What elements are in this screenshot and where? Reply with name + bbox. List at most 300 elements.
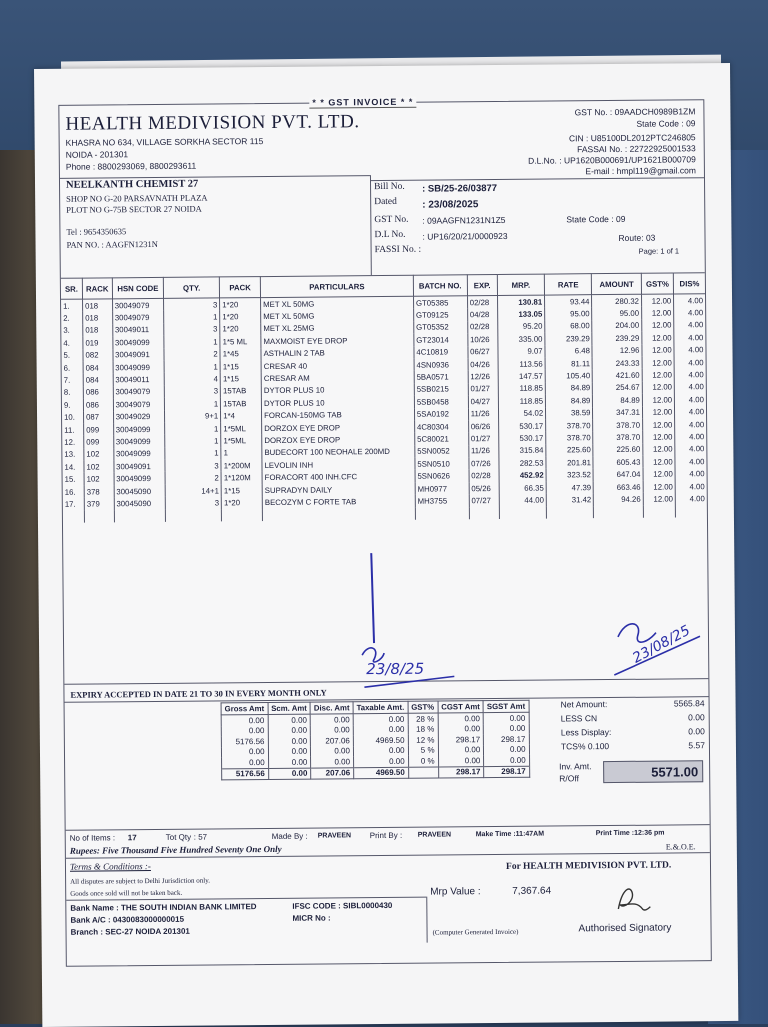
cell-batch: 5C80021 bbox=[415, 433, 469, 446]
cell-rate: 6.48 bbox=[545, 345, 592, 358]
cell-pack: 1*15 bbox=[220, 372, 261, 385]
for-company: For HEALTH MEDIVISION PVT. LTD. bbox=[505, 860, 672, 872]
cell-qty: 3 bbox=[166, 497, 222, 510]
tax-summary-table bbox=[221, 700, 530, 781]
invoice-title: * * GST INVOICE * * bbox=[309, 97, 416, 109]
cell-gst: 12.00 bbox=[643, 480, 675, 493]
company-address-2: NOIDA - 201301 bbox=[65, 149, 129, 160]
tot-qty: : 57 bbox=[193, 832, 208, 842]
cell-pack: 1*5ML bbox=[221, 422, 262, 435]
tax-col-header: Scm. Amt bbox=[268, 702, 311, 714]
cell-mrp: 133.05 bbox=[497, 308, 544, 321]
cell-sr: 16. bbox=[63, 485, 85, 498]
cell-dis: 4.00 bbox=[688, 419, 705, 429]
divider bbox=[60, 175, 370, 179]
tax-cell: 0.00 bbox=[268, 746, 311, 757]
cell-batch: 5SN0510 bbox=[415, 457, 469, 470]
filler-cell bbox=[166, 509, 222, 522]
eoe: E.&.O.E. bbox=[665, 842, 696, 852]
tax-cell: 0.00 bbox=[311, 725, 354, 736]
invoice-document bbox=[58, 96, 711, 967]
cell-rack: 084 bbox=[83, 361, 113, 374]
tax-total-cell bbox=[408, 767, 438, 779]
cell-pack: 1*5ML bbox=[221, 434, 262, 447]
cell-rate: 105.40 bbox=[545, 370, 592, 383]
cell-sr: 11. bbox=[62, 424, 84, 437]
summary-label: LESS CN bbox=[560, 713, 598, 724]
inv-amt-label: Inv. Amt. bbox=[559, 761, 592, 772]
cell-batch: 4C80304 bbox=[414, 420, 468, 433]
cell-mrp: 113.56 bbox=[498, 358, 545, 371]
company-cin: CIN : U85100DL2012PTC246805 bbox=[568, 132, 696, 144]
cell-hsn: 30049079 bbox=[113, 386, 165, 399]
cell-mrp: 452.92 bbox=[499, 469, 546, 482]
buyer-dl: : UP16/20/21/0000923 bbox=[422, 230, 508, 242]
cell-hsn: 30049011 bbox=[113, 373, 165, 386]
cell-gst: 12.00 bbox=[643, 468, 675, 481]
cell-pack: 1*15 bbox=[221, 484, 262, 497]
tax-cell: 298.17 bbox=[484, 734, 529, 745]
summary-value: 5.57 bbox=[688, 740, 705, 751]
cell-gst: 12.00 bbox=[642, 406, 674, 419]
cell-particulars: MET XL 50MG bbox=[261, 309, 414, 323]
disputes-note: All disputes are subject to Delhi Jurisdiction only. bbox=[70, 876, 211, 886]
cell-rate: 323.52 bbox=[546, 469, 593, 482]
buyer-gst-label: GST No. bbox=[374, 214, 409, 226]
filler-cell bbox=[262, 507, 415, 521]
col-header-particulars: PARTICULARS bbox=[260, 275, 413, 297]
cell-exp: 04/26 bbox=[468, 358, 498, 371]
cell-amount: 280.32 bbox=[592, 294, 642, 307]
col-header-sr: SR. bbox=[61, 278, 83, 299]
summary-row bbox=[557, 740, 709, 755]
buyer-address-2: PLOT NO G-75B SECTOR 27 NOIDA bbox=[66, 203, 202, 215]
summary-label: Less Display: bbox=[560, 727, 612, 738]
cell-rate: 68.00 bbox=[545, 320, 592, 333]
roff-label: R/Off bbox=[559, 773, 579, 784]
cell-sr: 3. bbox=[61, 324, 83, 337]
cell-qty: 1 bbox=[164, 311, 220, 324]
amount-in-words: Rupees: Five Thousand Five Hundred Seventy One Only bbox=[69, 843, 282, 856]
filler-cell bbox=[415, 507, 469, 520]
cell-rate: 225.60 bbox=[546, 444, 593, 457]
col-header-batch: BATCH NO. bbox=[413, 275, 467, 296]
buyer-address-1: SHOP NO G-20 PARSAVNATH PLAZA bbox=[66, 192, 208, 204]
cell-exp: 07/27 bbox=[469, 494, 499, 507]
filler-cell bbox=[222, 509, 263, 522]
cell-dis: 4.00 bbox=[688, 357, 704, 367]
cell-dis: 4.00 bbox=[688, 382, 704, 392]
buyer-pan: PAN NO. : AAGFN1231N bbox=[66, 238, 158, 250]
cell-rack: 082 bbox=[83, 349, 113, 362]
cell-rack: 087 bbox=[84, 411, 114, 424]
cell-sr: 5. bbox=[61, 349, 83, 362]
cell-qty: 14+1 bbox=[165, 484, 221, 497]
summary-label: Net Amount: bbox=[560, 699, 608, 710]
tax-cell: 0.00 bbox=[221, 726, 268, 737]
company-fassai: FASSAI No. : 22722925001533 bbox=[577, 143, 696, 155]
dated: : 23/08/2025 bbox=[422, 199, 479, 211]
cell-particulars: ASTHALIN 2 TAB bbox=[261, 346, 414, 360]
micr: MICR No : bbox=[292, 913, 331, 923]
cell-rate: 31.42 bbox=[546, 493, 593, 506]
company-phone: Phone : 8800293069, 8800293611 bbox=[65, 160, 197, 172]
page-number: Page: 1 of 1 bbox=[638, 246, 680, 256]
tax-cell: 5176.56 bbox=[221, 736, 268, 747]
cell-hsn: 30045090 bbox=[114, 485, 166, 498]
items-table bbox=[61, 272, 707, 523]
cell-sr: 9. bbox=[62, 399, 84, 412]
cell-particulars: SUPRADYN DAILY bbox=[262, 483, 415, 497]
cell-pack: 15TAB bbox=[221, 397, 262, 410]
print-time: Print Time :12:36 pm bbox=[595, 829, 665, 838]
cell-dis: 4.00 bbox=[688, 370, 704, 380]
cell-rack: 086 bbox=[83, 386, 113, 399]
tax-total-cell: 4969.50 bbox=[354, 767, 409, 779]
tax-cell: 28 % bbox=[408, 713, 438, 724]
cell-dis: 4.00 bbox=[688, 395, 704, 405]
cell-pack: 15TAB bbox=[220, 385, 261, 398]
items-body bbox=[61, 294, 707, 523]
cell-hsn: 30049099 bbox=[113, 423, 165, 436]
filler-cell bbox=[63, 510, 85, 523]
company-gst: GST No. : 09AADCH0989B1ZM bbox=[574, 106, 696, 118]
cell-mrp: 44.00 bbox=[499, 494, 546, 507]
cell-sr: 6. bbox=[62, 362, 84, 375]
cell-qty: 1 bbox=[165, 435, 221, 448]
tax-cell: 4969.50 bbox=[353, 735, 408, 746]
cell-amount: 204.00 bbox=[592, 320, 642, 333]
cell-pack: 1*20 bbox=[221, 496, 262, 509]
cell-mrp: 282.53 bbox=[499, 457, 546, 470]
cell-dis: 4.00 bbox=[687, 295, 704, 306]
cell-rate: 47.39 bbox=[546, 481, 593, 494]
cell-gst: 12.00 bbox=[642, 344, 674, 357]
cell-gst: 12.00 bbox=[642, 332, 674, 345]
cell-amount: 347.31 bbox=[593, 406, 643, 419]
cell-amount: 225.60 bbox=[593, 443, 643, 456]
cell-rate: 378.70 bbox=[546, 419, 593, 432]
cell-amount: 647.04 bbox=[593, 468, 643, 481]
cell-gst: 12.00 bbox=[643, 418, 675, 431]
cell-particulars: MET XL 25MG bbox=[261, 322, 414, 336]
cell-particulars: DORZOX EYE DROP bbox=[262, 433, 415, 447]
cell-gst: 12.00 bbox=[643, 443, 675, 456]
bank-name: Bank Name : THE SOUTH INDIAN BANK LIMITED bbox=[70, 902, 257, 913]
cell-mrp: 530.17 bbox=[498, 419, 545, 432]
terms-heading: Terms & Conditions :- bbox=[69, 861, 151, 872]
tax-cell: 0.00 bbox=[438, 713, 484, 724]
cell-rate: 201.81 bbox=[546, 456, 593, 469]
cell-exp: 05/26 bbox=[469, 482, 499, 495]
fassi-label: FASSI No. : bbox=[374, 244, 422, 256]
tax-cell: 18 % bbox=[408, 724, 438, 735]
cell-hsn: 30049099 bbox=[112, 336, 164, 349]
cell-exp: 02/28 bbox=[469, 469, 499, 482]
cell-amount: 243.33 bbox=[592, 357, 642, 370]
tax-col-header: Gross Amt bbox=[221, 703, 268, 715]
cell-rate: 38.59 bbox=[546, 407, 593, 420]
cell-sr: 15. bbox=[63, 473, 85, 486]
cell-hsn: 30049079 bbox=[112, 311, 164, 324]
cell-hsn: 30045090 bbox=[114, 497, 166, 510]
filler-cell bbox=[594, 505, 644, 518]
make-time: Make Time :11:47AM bbox=[475, 830, 545, 839]
cell-exp: 11/26 bbox=[468, 445, 498, 458]
cell-hsn: 30049079 bbox=[112, 298, 164, 311]
tax-cell: 0.00 bbox=[353, 713, 408, 724]
cell-rack: 102 bbox=[84, 460, 114, 473]
cell-batch: 4C10819 bbox=[414, 346, 468, 359]
tax-cell: 0.00 bbox=[268, 736, 311, 747]
cell-rack: 099 bbox=[84, 436, 114, 449]
computer-generated-note: (Computer Generated Invoice) bbox=[432, 927, 519, 937]
cell-dis: 4.00 bbox=[688, 320, 704, 330]
cell-pack: 1 bbox=[221, 447, 262, 460]
expiry-note: EXPIRY ACCEPTED IN DATE 21 TO 30 IN EVERY MONTH ONLY bbox=[70, 687, 327, 700]
print-by-label: Print By : bbox=[369, 830, 403, 841]
tax-cell: 0.00 bbox=[353, 724, 408, 735]
cell-rate: 81.11 bbox=[545, 357, 592, 370]
cell-dis: 4.00 bbox=[689, 481, 705, 491]
cell-gst: 12.00 bbox=[643, 456, 675, 469]
mrp-value: 7,367.64 bbox=[512, 885, 552, 897]
cell-mrp: 315.84 bbox=[499, 444, 546, 457]
tax-cell: 0.00 bbox=[311, 746, 354, 757]
summary-label: TCS% 0.100 bbox=[560, 741, 610, 752]
cell-mrp: 147.57 bbox=[498, 370, 545, 383]
made-by-label: Made By : bbox=[271, 831, 308, 841]
cell-qty: 1 bbox=[165, 398, 221, 411]
cell-rack: 378 bbox=[84, 485, 114, 498]
cell-sr: 14. bbox=[62, 461, 84, 474]
cell-particulars: DYTOR PLUS 10 bbox=[261, 396, 414, 410]
cell-sr: 1. bbox=[61, 299, 83, 312]
cell-particulars: MAXMOIST EYE DROP bbox=[261, 334, 414, 348]
cell-qty: 3 bbox=[164, 298, 220, 311]
cell-sr: 17. bbox=[63, 498, 85, 511]
cell-rate: 95.00 bbox=[545, 308, 592, 321]
cell-particulars: CRESAR 40 bbox=[261, 359, 414, 373]
cell-pack: 1*200M bbox=[221, 459, 262, 472]
cell-hsn: 30049099 bbox=[113, 448, 165, 461]
tax-total-cell: 5176.56 bbox=[222, 768, 269, 780]
cell-qty: 9+1 bbox=[165, 410, 221, 423]
cell-qty: 2 bbox=[165, 472, 221, 485]
goods-note: Goods once sold will not be taken back. bbox=[70, 888, 183, 898]
cell-hsn: 30049011 bbox=[112, 324, 164, 337]
filler-cell bbox=[114, 510, 166, 523]
tax-total-cell: 298.17 bbox=[438, 766, 484, 778]
summary-row bbox=[557, 726, 709, 741]
cell-batch: GT05385 bbox=[413, 296, 467, 309]
cell-qty: 1 bbox=[165, 447, 221, 460]
cell-particulars: FORCAN-150MG TAB bbox=[262, 408, 415, 422]
print-by: PRAVEEN bbox=[417, 831, 452, 839]
tax-col-header: Disc. Amt bbox=[310, 702, 353, 714]
handwritten-date-left: 23/8/25 bbox=[366, 659, 425, 679]
items-label: No of Items : bbox=[69, 833, 116, 843]
amount-summary bbox=[557, 698, 709, 755]
ifsc: IFSC CODE : SIBL0000430 bbox=[292, 900, 393, 911]
divider bbox=[370, 177, 704, 181]
cell-hsn: 30049091 bbox=[113, 348, 165, 361]
authorised-signatory: Authorised Signatory bbox=[578, 922, 672, 935]
invoice-paper bbox=[34, 63, 738, 1027]
cell-particulars: BECOZYM C FORTE TAB bbox=[262, 495, 415, 509]
cell-exp: 01/27 bbox=[468, 432, 498, 445]
cell-mrp: 118.85 bbox=[498, 395, 545, 408]
tax-total-cell: 207.06 bbox=[311, 767, 354, 779]
tot-qty-label: Tot Qty bbox=[165, 832, 192, 842]
cell-exp: 12/26 bbox=[468, 370, 498, 383]
bank-account: Bank A/C : 0430083000000015 bbox=[70, 914, 185, 925]
cell-batch: 5BA0571 bbox=[414, 371, 468, 384]
bank-branch: Branch : SEC-27 NOIDA 201301 bbox=[70, 926, 190, 937]
cell-rack: 099 bbox=[84, 423, 114, 436]
cell-sr: 10. bbox=[62, 411, 84, 424]
tax-cell: 0.00 bbox=[438, 724, 484, 735]
cell-batch: MH0977 bbox=[415, 482, 469, 495]
tax-cell: 298.17 bbox=[438, 734, 484, 745]
buyer-gst: : 09AAGFN1231N1Z5 bbox=[422, 214, 506, 226]
cell-mrp: 95.20 bbox=[498, 320, 545, 333]
filler-cell bbox=[469, 507, 499, 520]
cell-hsn: 30049099 bbox=[113, 435, 165, 448]
cell-exp: 06/27 bbox=[468, 346, 498, 359]
cell-rack: 379 bbox=[84, 498, 114, 511]
tax-cell: 0.00 bbox=[353, 756, 408, 767]
cell-amount: 663.46 bbox=[594, 481, 644, 494]
cell-sr: 2. bbox=[61, 312, 83, 325]
tax-col-header: Taxable Amt. bbox=[353, 701, 408, 713]
tax-total-row bbox=[222, 766, 530, 780]
summary-row bbox=[557, 712, 709, 727]
cell-amount: 84.89 bbox=[593, 394, 643, 407]
cell-hsn: 30049091 bbox=[114, 460, 166, 473]
filler-cell bbox=[84, 510, 114, 523]
cell-pack: 1*20 bbox=[220, 298, 261, 311]
tax-cell: 0.00 bbox=[353, 745, 408, 756]
cell-gst: 12.00 bbox=[643, 493, 675, 506]
tax-cell: 0.00 bbox=[483, 712, 528, 723]
col-header-qty: QTY. bbox=[164, 277, 220, 298]
bill-no: : SB/25-26/03877 bbox=[422, 183, 498, 195]
cell-batch: 5SA0192 bbox=[414, 408, 468, 421]
cell-rate: 378.70 bbox=[546, 431, 593, 444]
cell-sr: 7. bbox=[62, 374, 84, 387]
cell-batch: GT05352 bbox=[414, 321, 468, 334]
cell-sr: 12. bbox=[62, 436, 84, 449]
cell-qty: 1 bbox=[165, 422, 221, 435]
tax-cell: 0.00 bbox=[222, 757, 269, 768]
cell-dis: 4.00 bbox=[689, 494, 705, 504]
cell-gst: 12.00 bbox=[642, 319, 674, 332]
cell-rate: 93.44 bbox=[545, 295, 592, 308]
buyer-name: NEELKANTH CHEMIST 27 bbox=[65, 178, 199, 191]
tax-cell: 0 % bbox=[408, 756, 438, 767]
cell-gst: 12.00 bbox=[642, 307, 674, 320]
tax-cell: 5 % bbox=[408, 745, 438, 756]
invoice-amount: 5571.00 bbox=[603, 760, 703, 783]
cell-exp: 02/28 bbox=[467, 321, 497, 334]
tax-cell: 0.00 bbox=[310, 714, 353, 725]
cell-particulars: CRESAR AM bbox=[261, 371, 414, 385]
company-dl: D.L.No. : UP1620B000691/UP1621B000709 bbox=[528, 154, 696, 166]
cell-gst: 12.00 bbox=[641, 294, 673, 307]
cell-gst: 12.00 bbox=[643, 431, 675, 444]
dated-label: Dated bbox=[374, 196, 397, 208]
tax-cell: 0.00 bbox=[221, 715, 268, 726]
cell-dis: 4.00 bbox=[688, 333, 704, 343]
cell-gst: 12.00 bbox=[642, 369, 674, 382]
cell-gst: 12.00 bbox=[642, 381, 674, 394]
items-count: 17 bbox=[127, 833, 137, 843]
tax-cell: 0.00 bbox=[268, 757, 311, 768]
cell-batch: MH3755 bbox=[415, 495, 469, 508]
cell-qty: 3 bbox=[165, 459, 221, 472]
cell-rack: 102 bbox=[84, 473, 114, 486]
cell-dis: 4.00 bbox=[689, 444, 705, 454]
cell-gst: 12.00 bbox=[642, 356, 674, 369]
cell-sr: 8. bbox=[62, 386, 84, 399]
tax-cell: 0.00 bbox=[438, 755, 484, 766]
tax-cell: 0.00 bbox=[268, 714, 311, 725]
cell-exp: 07/26 bbox=[469, 457, 499, 470]
tax-cell: 12 % bbox=[408, 735, 438, 746]
summary-value: 0.00 bbox=[688, 726, 705, 737]
cell-batch: 5SB0458 bbox=[414, 395, 468, 408]
tax-cell: 0.00 bbox=[268, 725, 311, 736]
col-header-amount: AMOUNT bbox=[592, 273, 642, 294]
col-header-rack: RACK bbox=[82, 278, 112, 299]
cell-amount: 95.00 bbox=[592, 307, 642, 320]
summary-value: 0.00 bbox=[688, 712, 705, 723]
divider bbox=[370, 175, 372, 275]
cell-dis: 4.00 bbox=[688, 345, 704, 355]
tax-cell: 0.00 bbox=[484, 723, 529, 734]
cell-rate: 84.89 bbox=[545, 394, 592, 407]
cell-qty: 1 bbox=[164, 360, 220, 373]
tax-cell: 0.00 bbox=[484, 744, 529, 755]
tax-cell: 207.06 bbox=[311, 735, 354, 746]
mrp-label: Mrp Value : bbox=[430, 886, 481, 898]
cell-rack: 018 bbox=[83, 324, 113, 337]
cell-batch: 5SB0215 bbox=[414, 383, 468, 396]
cell-amount: 378.70 bbox=[593, 431, 643, 444]
cell-rate: 239.29 bbox=[545, 332, 592, 345]
bill-no-label: Bill No. bbox=[374, 181, 405, 193]
tax-cell: 0.00 bbox=[311, 756, 354, 767]
cell-amount: 94.26 bbox=[594, 493, 644, 506]
cell-rack: 086 bbox=[83, 398, 113, 411]
summary-row bbox=[557, 698, 709, 713]
cell-particulars: DYTOR PLUS 10 bbox=[261, 383, 414, 397]
col-header-pack: PACK bbox=[220, 277, 261, 298]
tax-col-header: CGST Amt bbox=[438, 701, 484, 713]
cell-rack: 018 bbox=[83, 312, 113, 325]
cell-dis: 4.00 bbox=[687, 308, 704, 318]
cell-batch: 5SN0626 bbox=[415, 470, 469, 483]
cell-rack: 019 bbox=[83, 337, 113, 350]
cell-mrp: 530.17 bbox=[498, 432, 545, 445]
cell-pack: 1*20 bbox=[220, 323, 261, 336]
cell-hsn: 30049099 bbox=[114, 472, 166, 485]
cell-exp: 01/27 bbox=[468, 383, 498, 396]
cell-amount: 605.43 bbox=[593, 456, 643, 469]
cell-sr: 13. bbox=[62, 448, 84, 461]
cell-particulars: DORZOX EYE DROP bbox=[262, 421, 415, 435]
